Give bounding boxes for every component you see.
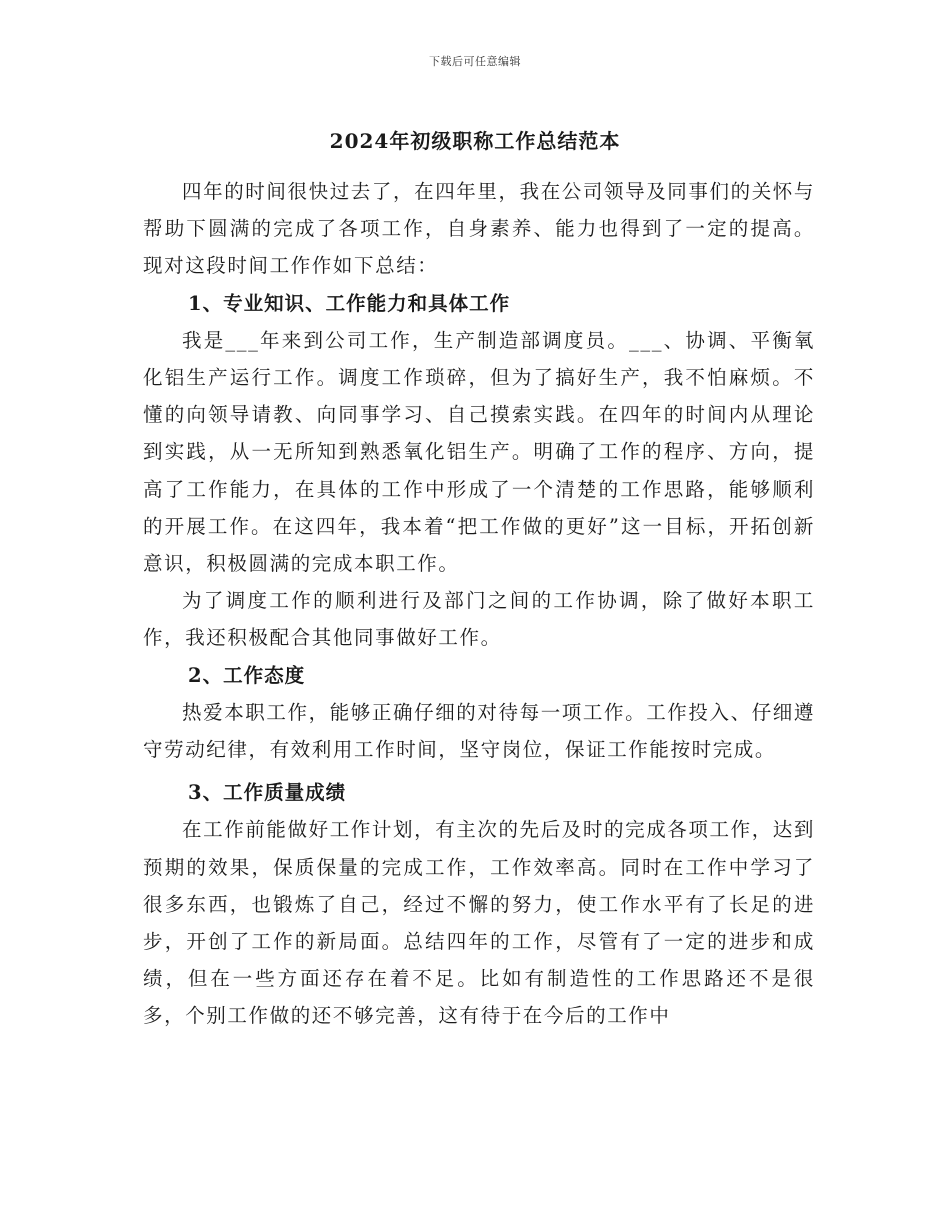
section-2-paragraph-1: 热爱本职工作，能够正确仔细的对待每一项工作。工作投入、仔细遵守劳动纪律，有效利用工作时间，坚守岗位，保证工作能按时完成。 xyxy=(143,700,816,762)
header-note: 下载后可任意编辑 xyxy=(429,55,521,68)
section-3-heading: 3、工作质量成绩 xyxy=(188,781,347,805)
intro-paragraph: 四年的时间很快过去了，在四年里，我在公司领导及同事们的关怀与帮助下圆满的完成了各项工作，自身素养、能力也得到了一定的提高。现对这段时间工作作如下总结： xyxy=(143,180,816,278)
section-2-heading: 2、工作态度 xyxy=(188,663,306,687)
document-body xyxy=(143,173,815,1035)
section-1-heading: 1、专业知识、工作能力和具体工作 xyxy=(188,291,511,315)
section-3-paragraph-1: 在工作前能做好工作计划，有主次的先后及时的完成各项工作，达到预期的效果，保质保量的完成工作，工作效率高。同时在工作中学习了很多东西，也锻炼了自己，经过不懈的努力，使工作水平有了长足的进步，开创了工作的新局面。总结四年的工作，尽管有了一定的进步和成绩，但在一些方面还存在着不足。比如有制造性的工作思路还不是很多，个别工作做的还不够完善，这有待于在今后的工作中 xyxy=(143,818,816,1028)
document-title: 2024年初级职称工作总结范本 xyxy=(329,129,621,153)
section-1-paragraph-2: 为了调度工作的顺利进行及部门之间的工作协调，除了做好本职工作，我还积极配合其他同事做好工作。 xyxy=(143,589,815,650)
section-1-paragraph-1: 我是___年来到公司工作，生产制造部调度员。___、协调、平衡氧化铝生产运行工作。调度工作琐碎，但为了搞好生产，我不怕麻烦。不懂的向领导请教、向同事学习、自己摸索实践。在四年的时间内从理论到实践，从一无所知到熟悉氧化铝生产。明确了工作的程序、方向，提高了工作能力，在具体的工作中形成了一个清楚的工作思路，能够顺利的开展工作。在这四年，我本着“把工作做的更好”这一目标，开拓创新意识，积极圆满的完成本职工作。 xyxy=(143,328,815,576)
